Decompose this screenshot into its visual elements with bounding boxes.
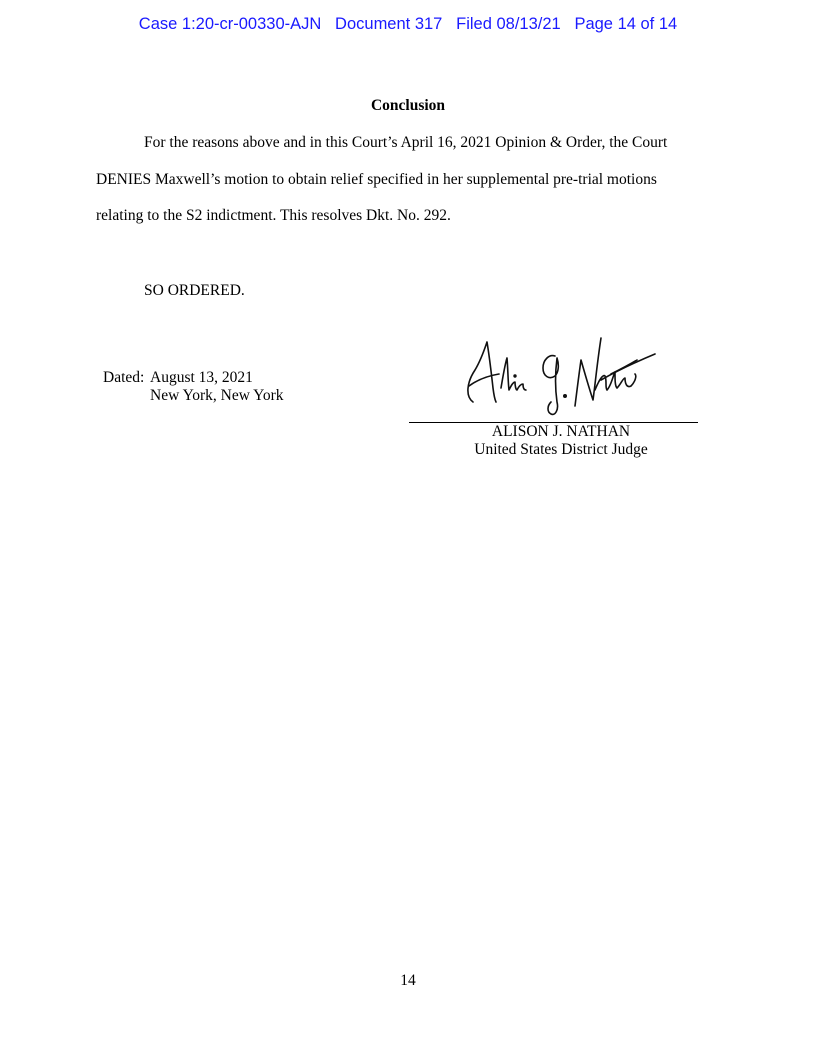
judge-block (409, 423, 713, 459)
dated-block (103, 369, 284, 405)
conclusion-paragraph: For the reasons above and in this Court’s April 16, 2021 Opinion & Order, the Court DENIES Maxwell’s motion to obtain relief specified in her supplemental pre-trial motions relating to the S2 indictment. This resolves Dkt. No. 292. (96, 134, 668, 224)
dated-date: August 13, 2021 (150, 369, 253, 386)
handwritten-signature (455, 330, 670, 422)
judge-title: United States District Judge (474, 441, 648, 458)
case-header-stamp: Case 1:20-cr-00330-AJN Document 317 Filed 08/13/21 Page 14 of 14 (138, 15, 678, 33)
page-number: 14 (400, 972, 416, 989)
dated-location: New York, New York (150, 387, 284, 404)
dated-label: Dated: (103, 369, 145, 386)
judge-name: ALISON J. NATHAN (491, 423, 631, 440)
so-ordered-text: SO ORDERED. (144, 282, 245, 299)
section-heading: Conclusion (370, 97, 446, 114)
